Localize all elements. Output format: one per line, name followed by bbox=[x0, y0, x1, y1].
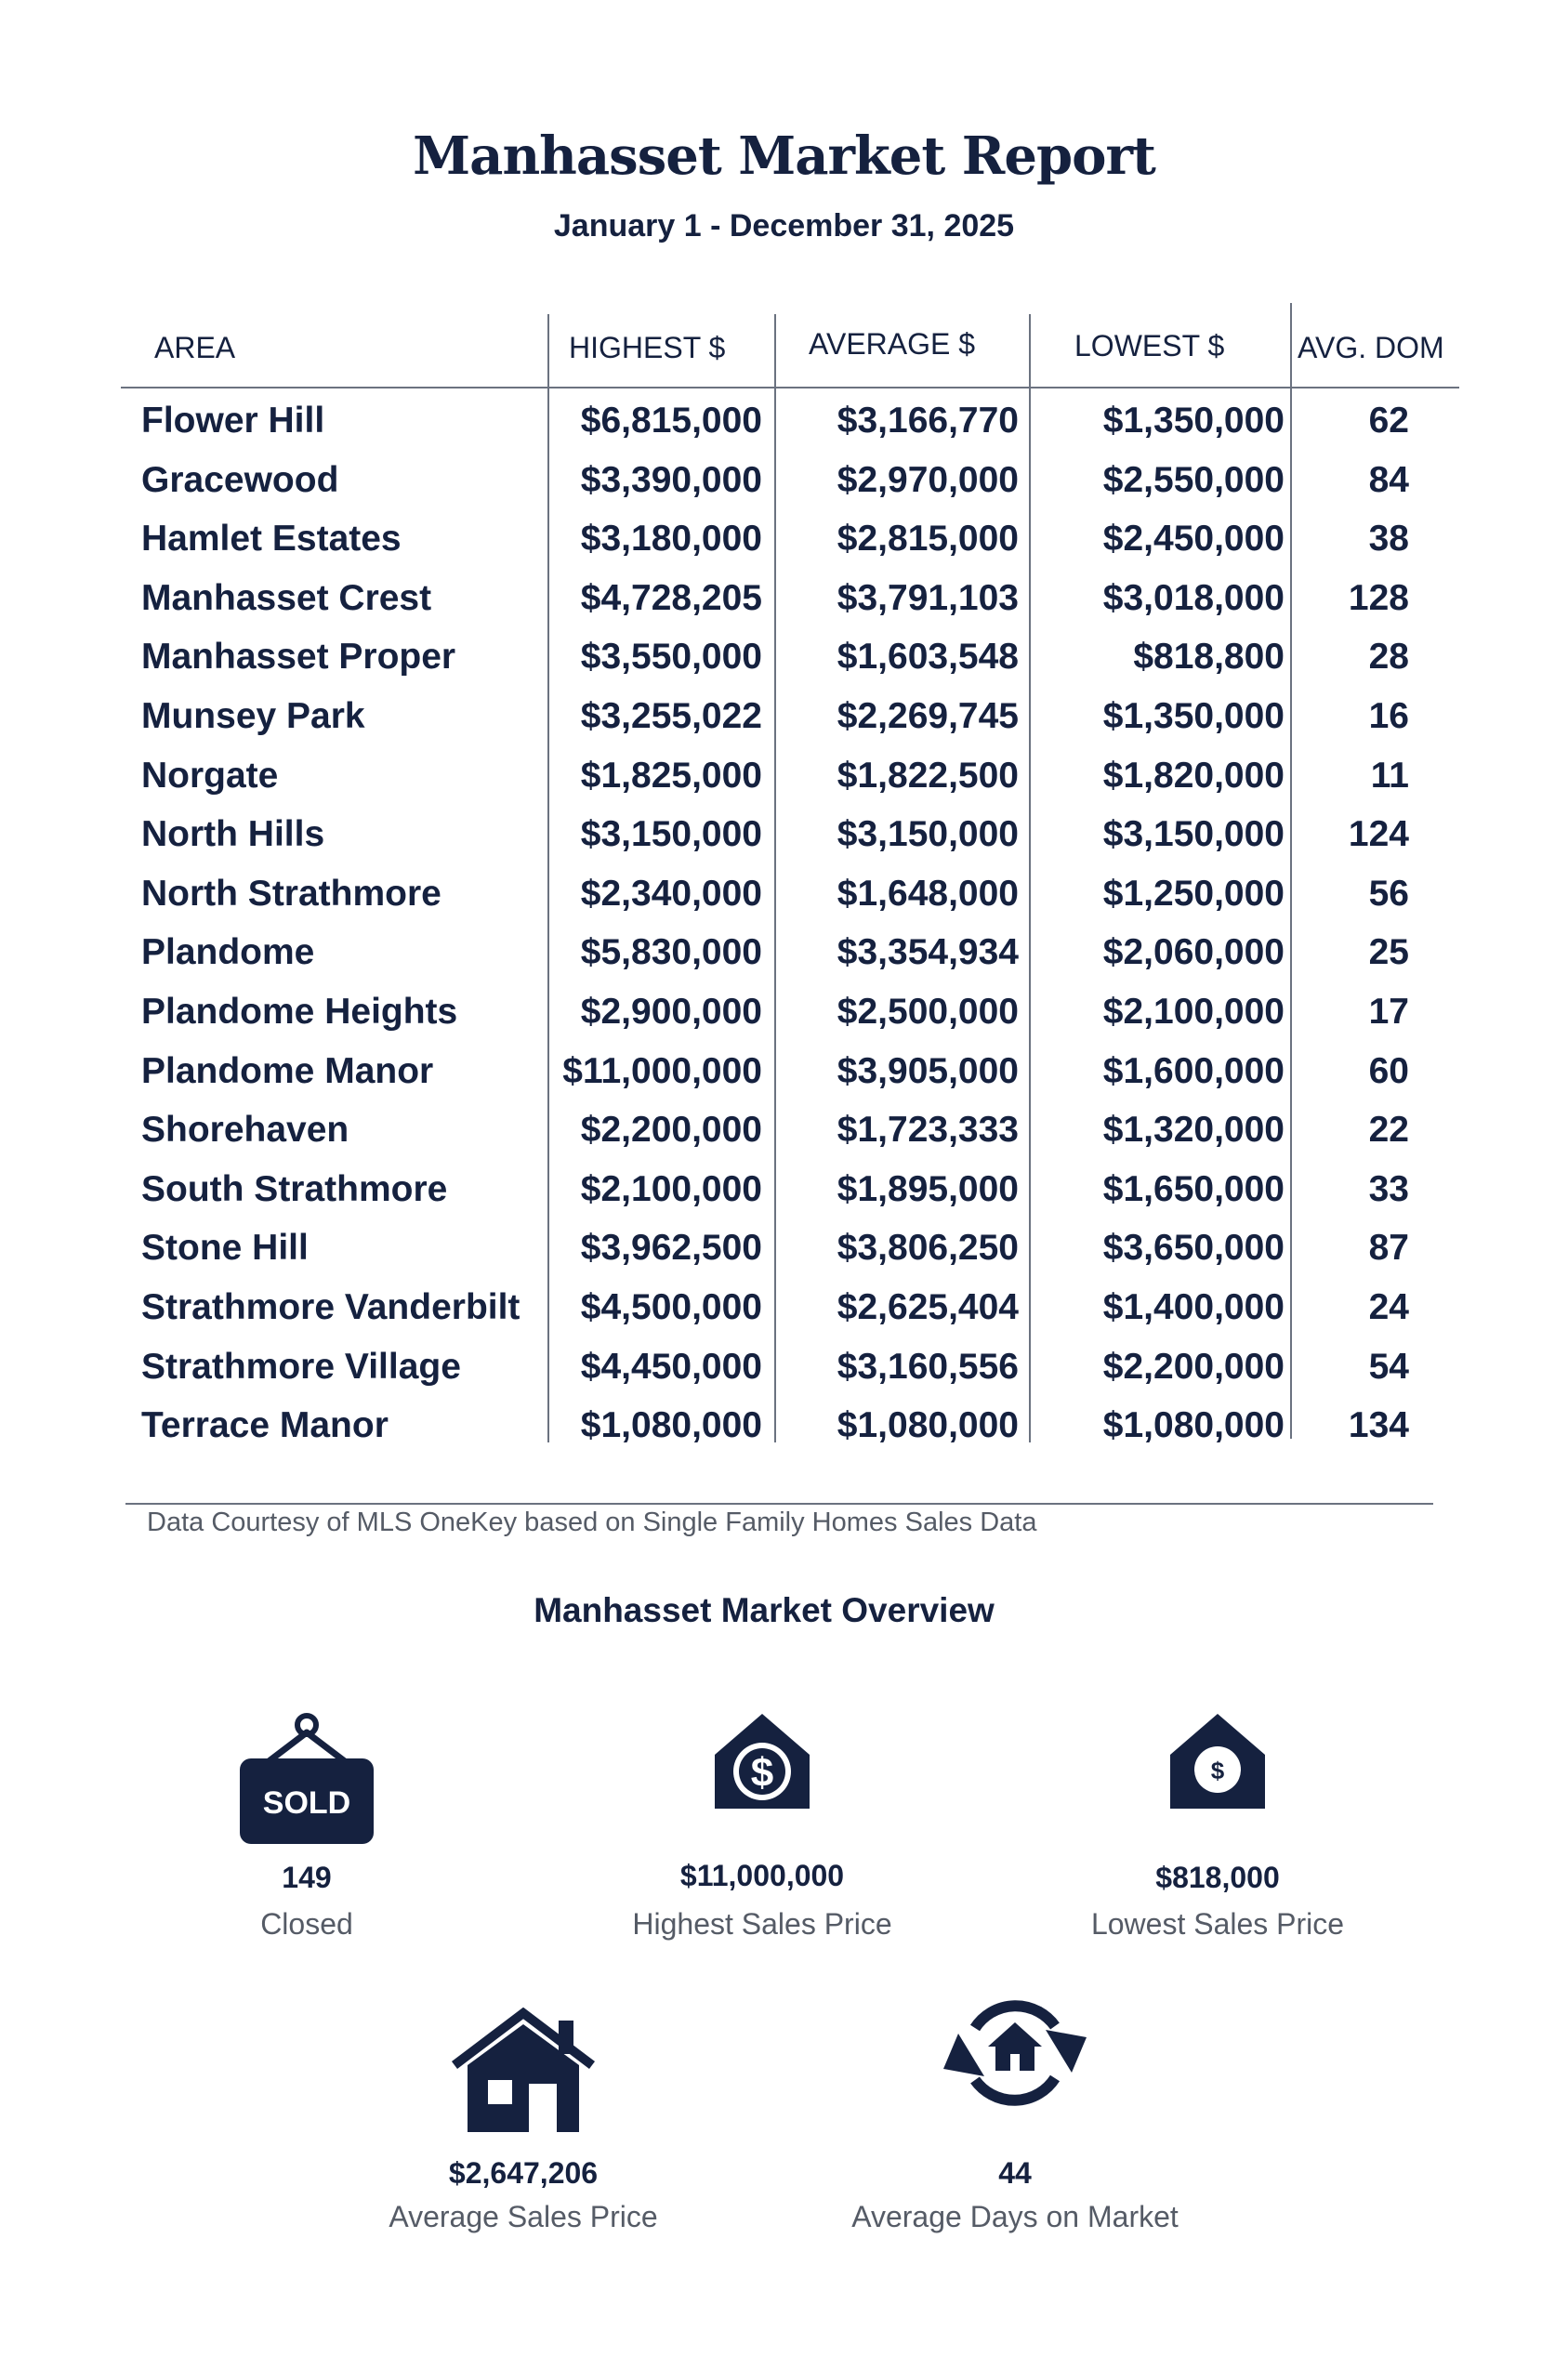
cell-area-name: North Hills bbox=[141, 814, 325, 855]
cell-highest-price: $2,900,000 bbox=[580, 992, 762, 1032]
cell-area-name: Plandome Manor bbox=[141, 1050, 434, 1091]
stat-label: Highest Sales Price bbox=[632, 1907, 892, 1941]
cell-avg-dom: 56 bbox=[1368, 873, 1409, 914]
table-row bbox=[0, 687, 1568, 746]
cell-lowest-price: $2,550,000 bbox=[1102, 459, 1285, 500]
cell-area-name: South Strathmore bbox=[141, 1168, 448, 1209]
cell-avg-dom: 54 bbox=[1368, 1346, 1409, 1387]
cell-lowest-price: $2,060,000 bbox=[1102, 932, 1285, 973]
cell-highest-price: $4,450,000 bbox=[580, 1346, 762, 1387]
cell-lowest-price: $1,600,000 bbox=[1102, 1050, 1285, 1091]
cell-average-price: $1,648,000 bbox=[837, 873, 1019, 914]
cell-average-price: $1,723,333 bbox=[837, 1110, 1019, 1151]
cell-lowest-price: $2,200,000 bbox=[1102, 1346, 1285, 1387]
column-header-lowest: LOWEST $ bbox=[1074, 329, 1225, 362]
stat-label: Average Days on Market bbox=[851, 2200, 1179, 2233]
stat-value: $2,647,206 bbox=[448, 2156, 599, 2190]
cell-highest-price: $3,180,000 bbox=[580, 519, 762, 560]
cell-highest-price: $2,200,000 bbox=[580, 1110, 762, 1151]
stat-value: $818,000 bbox=[1155, 1861, 1280, 1894]
report-date-range: January 1 - December 31, 2025 bbox=[553, 208, 1015, 244]
cell-lowest-price: $2,100,000 bbox=[1102, 992, 1285, 1032]
column-header-dom: AVG. DOM bbox=[1298, 331, 1444, 364]
cell-area-name: Stone Hill bbox=[141, 1228, 309, 1269]
cell-area-name: Hamlet Estates bbox=[141, 519, 402, 560]
table-row bbox=[0, 451, 1568, 510]
cell-avg-dom: 124 bbox=[1348, 814, 1409, 855]
cell-lowest-price: $1,320,000 bbox=[1102, 1110, 1285, 1151]
cell-average-price: $2,269,745 bbox=[837, 696, 1019, 736]
cell-lowest-price: $1,650,000 bbox=[1102, 1168, 1285, 1209]
table-row bbox=[0, 864, 1568, 924]
cell-highest-price: $5,830,000 bbox=[580, 932, 762, 973]
cell-area-name: Plandome bbox=[141, 932, 315, 973]
table-row bbox=[0, 391, 1568, 451]
cell-area-name: Terrace Manor bbox=[141, 1405, 389, 1446]
stat-label: Lowest Sales Price bbox=[1090, 1907, 1345, 1941]
cell-avg-dom: 62 bbox=[1368, 401, 1409, 441]
column-header-average: AVERAGE $ bbox=[809, 327, 976, 361]
cell-highest-price: $6,815,000 bbox=[580, 401, 762, 441]
table-row bbox=[0, 1218, 1568, 1278]
table-row bbox=[0, 805, 1568, 864]
cell-average-price: $2,500,000 bbox=[837, 992, 1019, 1032]
stat-value: 44 bbox=[998, 2156, 1032, 2190]
cell-avg-dom: 17 bbox=[1368, 992, 1409, 1032]
cell-highest-price: $2,340,000 bbox=[580, 873, 762, 914]
table-row bbox=[0, 1042, 1568, 1101]
table-row bbox=[0, 923, 1568, 982]
table-row bbox=[0, 1396, 1568, 1455]
cell-lowest-price: $3,650,000 bbox=[1102, 1228, 1285, 1269]
cell-area-name: Strathmore Village bbox=[141, 1346, 461, 1387]
house-icon bbox=[449, 2008, 598, 2138]
cell-avg-dom: 60 bbox=[1368, 1050, 1409, 1091]
cell-lowest-price: $3,150,000 bbox=[1102, 814, 1285, 855]
cell-average-price: $3,166,770 bbox=[837, 401, 1019, 441]
cell-highest-price: $4,500,000 bbox=[580, 1287, 762, 1327]
cell-highest-price: $1,825,000 bbox=[580, 755, 762, 796]
cell-highest-price: $3,550,000 bbox=[580, 637, 762, 678]
cell-lowest-price: $1,400,000 bbox=[1102, 1287, 1285, 1327]
stat-label: Closed bbox=[260, 1907, 353, 1941]
column-header-highest: HIGHEST $ bbox=[569, 331, 726, 364]
cell-avg-dom: 28 bbox=[1368, 637, 1409, 678]
table-row bbox=[0, 1160, 1568, 1219]
cell-average-price: $1,603,548 bbox=[837, 637, 1019, 678]
stat-days-on-market bbox=[783, 1989, 1247, 2240]
cell-lowest-price: $1,250,000 bbox=[1102, 873, 1285, 914]
cell-area-name: Gracewood bbox=[141, 459, 339, 500]
cell-avg-dom: 25 bbox=[1368, 932, 1409, 973]
cell-avg-dom: 11 bbox=[1370, 755, 1409, 796]
stat-highest-price bbox=[530, 1710, 995, 1952]
table-row bbox=[0, 627, 1568, 687]
dollar-glyph: $ bbox=[750, 1750, 774, 1796]
cell-avg-dom: 84 bbox=[1368, 459, 1409, 500]
table-row bbox=[0, 509, 1568, 569]
sold-sign-icon bbox=[232, 1710, 381, 1850]
cell-area-name: Plandome Heights bbox=[141, 992, 458, 1032]
cell-lowest-price: $1,350,000 bbox=[1102, 696, 1285, 736]
cell-highest-price: $11,000,000 bbox=[562, 1050, 762, 1091]
cell-average-price: $3,806,250 bbox=[837, 1228, 1019, 1269]
column-header-area: AREA bbox=[154, 331, 236, 364]
cell-average-price: $3,160,556 bbox=[837, 1346, 1019, 1387]
cell-lowest-price: $1,350,000 bbox=[1102, 401, 1285, 441]
table-row bbox=[0, 982, 1568, 1042]
cell-lowest-price: $818,800 bbox=[1133, 637, 1285, 678]
cell-highest-price: $2,100,000 bbox=[580, 1168, 762, 1209]
cell-area-name: Flower Hill bbox=[141, 401, 325, 441]
sold-sign-text: SOLD bbox=[262, 1785, 351, 1821]
cell-average-price: $2,625,404 bbox=[837, 1287, 1019, 1327]
cell-area-name: Norgate bbox=[141, 755, 279, 796]
cell-area-name: Manhasset Crest bbox=[141, 577, 432, 618]
table-row bbox=[0, 1100, 1568, 1160]
table-row bbox=[0, 1337, 1568, 1397]
cell-average-price: $3,791,103 bbox=[837, 577, 1019, 618]
cell-lowest-price: $3,018,000 bbox=[1102, 577, 1285, 618]
cell-avg-dom: 128 bbox=[1348, 577, 1409, 618]
table-row bbox=[0, 746, 1568, 806]
cell-average-price: $1,080,000 bbox=[837, 1405, 1019, 1446]
cell-avg-dom: 24 bbox=[1368, 1287, 1409, 1327]
cell-avg-dom: 134 bbox=[1348, 1405, 1409, 1446]
cell-average-price: $3,905,000 bbox=[837, 1050, 1019, 1091]
house-dollar-icon bbox=[711, 1710, 813, 1812]
cell-average-price: $3,150,000 bbox=[837, 814, 1019, 855]
cell-area-name: North Strathmore bbox=[141, 873, 441, 914]
cell-highest-price: $1,080,000 bbox=[580, 1405, 762, 1446]
cell-area-name: Munsey Park bbox=[141, 696, 365, 736]
cell-area-name: Manhasset Proper bbox=[141, 637, 456, 678]
stat-lowest-price bbox=[985, 1710, 1450, 1952]
cell-average-price: $2,815,000 bbox=[837, 519, 1019, 560]
cell-avg-dom: 16 bbox=[1368, 696, 1409, 736]
cell-average-price: $3,354,934 bbox=[837, 932, 1019, 973]
cell-highest-price: $3,390,000 bbox=[580, 459, 762, 500]
cell-highest-price: $3,255,022 bbox=[580, 696, 762, 736]
house-cycle-icon bbox=[936, 1989, 1094, 2119]
report-title: Manhasset Market Report bbox=[413, 125, 1155, 187]
cell-average-price: $2,970,000 bbox=[837, 459, 1019, 500]
overview-title: Manhasset Market Overview bbox=[534, 1591, 995, 1629]
cell-lowest-price: $2,450,000 bbox=[1102, 519, 1285, 560]
cell-average-price: $1,822,500 bbox=[837, 755, 1019, 796]
cell-avg-dom: 33 bbox=[1368, 1168, 1409, 1209]
header-divider bbox=[121, 387, 1459, 388]
stat-value: 149 bbox=[282, 1861, 332, 1894]
cell-lowest-price: $1,080,000 bbox=[1102, 1405, 1285, 1446]
cell-highest-price: $4,728,205 bbox=[580, 577, 762, 618]
cell-highest-price: $3,962,500 bbox=[580, 1228, 762, 1269]
cell-avg-dom: 38 bbox=[1368, 519, 1409, 560]
house-dollar-small-icon bbox=[1166, 1710, 1269, 1812]
table-row bbox=[0, 569, 1568, 628]
cell-area-name: Shorehaven bbox=[141, 1110, 349, 1151]
table-row bbox=[0, 1278, 1568, 1337]
cell-highest-price: $3,150,000 bbox=[580, 814, 762, 855]
stat-value: $11,000,000 bbox=[679, 1859, 845, 1892]
stat-closed bbox=[74, 1710, 539, 1952]
cell-average-price: $1,895,000 bbox=[837, 1168, 1019, 1209]
cell-avg-dom: 87 bbox=[1368, 1228, 1409, 1269]
cell-avg-dom: 22 bbox=[1368, 1110, 1409, 1151]
cell-area-name: Strathmore Vanderbilt bbox=[141, 1287, 520, 1327]
footnote: Data Courtesy of MLS OneKey based on Single Family Homes Sales Data bbox=[147, 1508, 1037, 1537]
stat-label: Average Sales Price bbox=[389, 2200, 658, 2233]
cell-lowest-price: $1,820,000 bbox=[1102, 755, 1285, 796]
footnote-divider bbox=[125, 1503, 1433, 1505]
dollar-glyph: $ bbox=[1210, 1757, 1225, 1784]
stat-average-price bbox=[291, 2008, 756, 2240]
